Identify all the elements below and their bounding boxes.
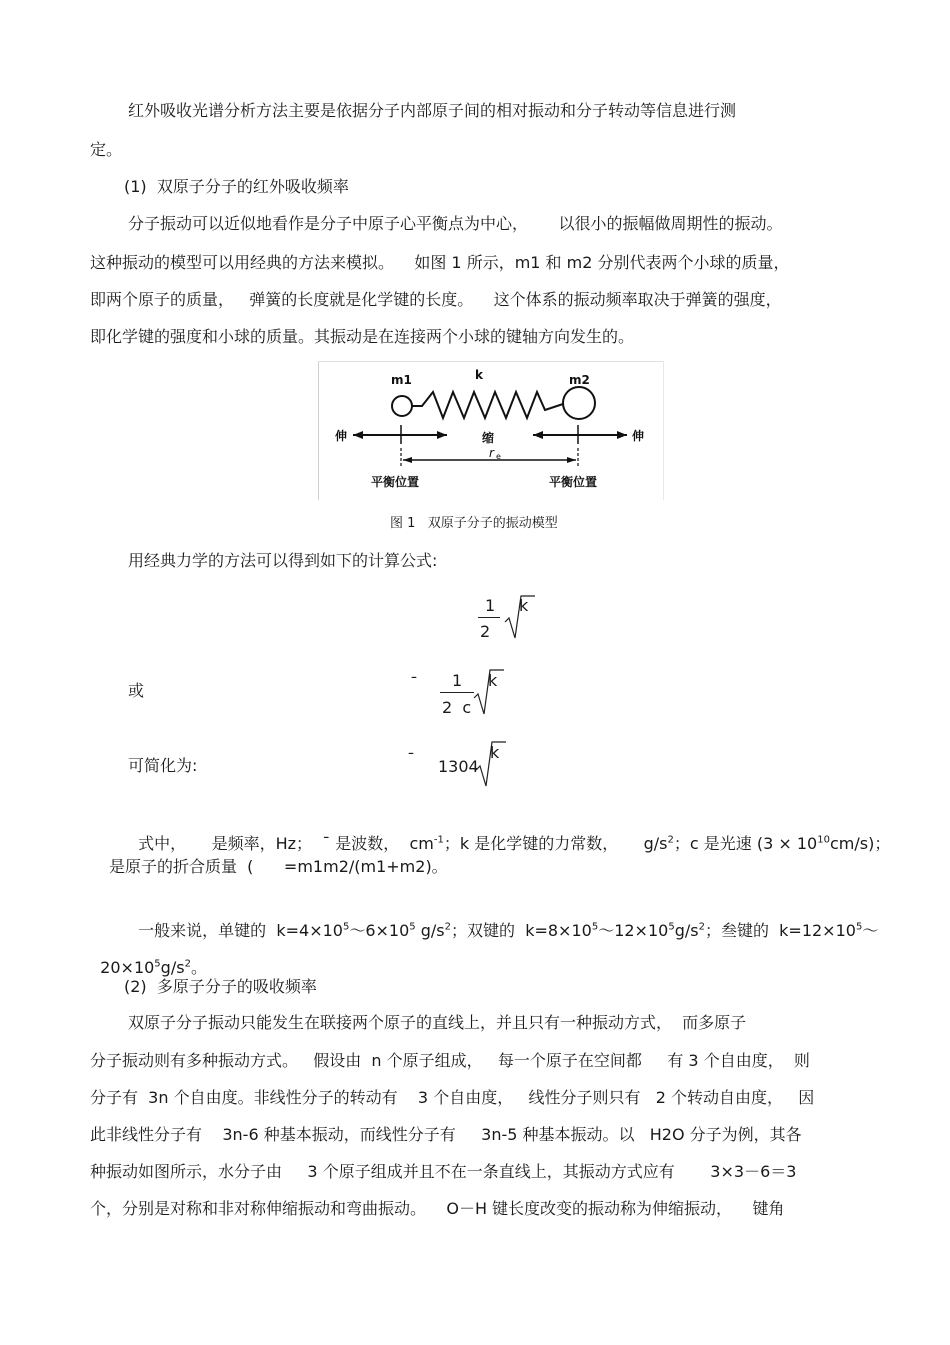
atom-m1 [392, 396, 412, 416]
paragraph-line: $20\times 10^5g/s^2$。 [100, 958, 207, 977]
k-label: k [475, 368, 483, 382]
formula2-fraction-bar [440, 692, 474, 693]
simplify-label: 可简化为: [128, 756, 198, 775]
spring-model-diagram [319, 362, 663, 500]
section-heading: (1) 双原子分子的红外吸收频率 [124, 177, 349, 196]
m1-label: m1 [391, 373, 412, 387]
equilibrium-left-label: 平衡位置 [371, 475, 420, 489]
section-heading: (2) 多原子分子的吸收频率 [124, 977, 317, 996]
paragraph-line: 种振动如图所示，水分子由 3 个原子组成并且不在一条直线上，其振动方式应有 3×3－6＝3 [90, 1162, 797, 1181]
re-label: r [489, 446, 494, 460]
compress-label: 缩 [482, 431, 495, 445]
atom-m2 [563, 387, 595, 419]
paragraph-line: 此非线性分子有 3n-6 种基本振动，而线性分子有 3n-5 种基本振动。以 H2O 分子为例，其各 [90, 1125, 802, 1144]
formula1-numerator: 1 [485, 596, 496, 615]
paragraph-line-force-constants: 一般来说，单键的 $k=4\times 10^5\sim 6\times 10^5$ $g/s^2$；双键的 $k=8\times 10^5\sim 12\times 10^5g/s^2$；叁键的 $k=12\times 10^5\sim$ [138, 921, 879, 940]
paragraph-line: 分子振动可以近似地看作是分子中原子心平衡点为中心， 以很小的振幅做周期性的振动。 [128, 214, 783, 233]
formula2-radicand: k [488, 671, 498, 690]
paragraph-line: 分子有 3n 个自由度。非线性分子的转动有 3 个自由度， 线性分子则只有 2 个转动自由度， 因 [90, 1088, 815, 1107]
paragraph-line: 分子振动则有多种振动方式。 假设由 n 个原子组成， 每一个原子在空间都 有 3 个自由度， 则 [90, 1051, 810, 1070]
formula1-fraction-bar [478, 617, 500, 618]
diatomic-vibration-figure [318, 361, 664, 500]
m2-label: m2 [569, 373, 590, 387]
paragraph-line: 定。 [90, 140, 123, 159]
formula3-prefix: ¯ [407, 750, 415, 769]
paragraph-line: 即化学键的强度和小球的质量。其振动是在连接两个小球的键轴方向发生的。 [90, 327, 635, 346]
figure-caption: 图 1 双原子分子的振动模型 [390, 516, 558, 531]
paragraph-line: 用经典力学的方法可以得到如下的计算公式: [128, 551, 438, 570]
formula1-denominator: 2 [480, 622, 491, 641]
stretch-left-label: 伸 [335, 429, 348, 443]
paragraph-line: 是原子的折合质量 ( =m1m2/(m1+m2)。 [109, 857, 448, 876]
paragraph-line: 红外吸收光谱分析方法主要是依据分子内部原子间的相对振动和分子转动等信息进行测 [128, 101, 737, 120]
formula2-numerator: 1 [452, 671, 463, 690]
or-label: 或 [128, 681, 145, 700]
re-subscript: e [496, 452, 501, 461]
paragraph-line: 即两个原子的质量， 弹簧的长度就是化学键的长度。 这个体系的振动频率取决于弹簧的强度， [90, 290, 782, 309]
formula2-denominator: 2 c [442, 698, 472, 717]
formula3-coefficient: 1304 [438, 757, 479, 776]
paragraph-line: 个，分别是对称和非对称伸缩振动和弯曲振动。 O－H 键长度改变的振动称为伸缩振动， 键角 [90, 1199, 785, 1218]
equilibrium-right-label: 平衡位置 [549, 475, 598, 489]
formula1-radicand: k [519, 596, 529, 615]
paragraph-line: 这种振动的模型可以用经典的方法来模拟。 如图 1 所示，m1 和 m2 分别代表两个小球的质量， [90, 253, 790, 272]
paragraph-line: 双原子分子振动只能发生在联接两个原子的直线上，并且只有一种振动方式， 而多原子 [128, 1013, 747, 1032]
formula2-prefix: ¯ [410, 674, 418, 693]
formula3-radicand: k [490, 743, 500, 762]
spring [412, 392, 563, 418]
stretch-right-label: 伸 [632, 429, 645, 443]
paragraph-line-variables: 式中， 是频率，Hz； ¯ 是波数， $cm^{-1}$；k 是化学键的力常数， $g/s^2$；c 是光速 $(3 \times 10^{10}cm/s)$； [138, 834, 891, 853]
